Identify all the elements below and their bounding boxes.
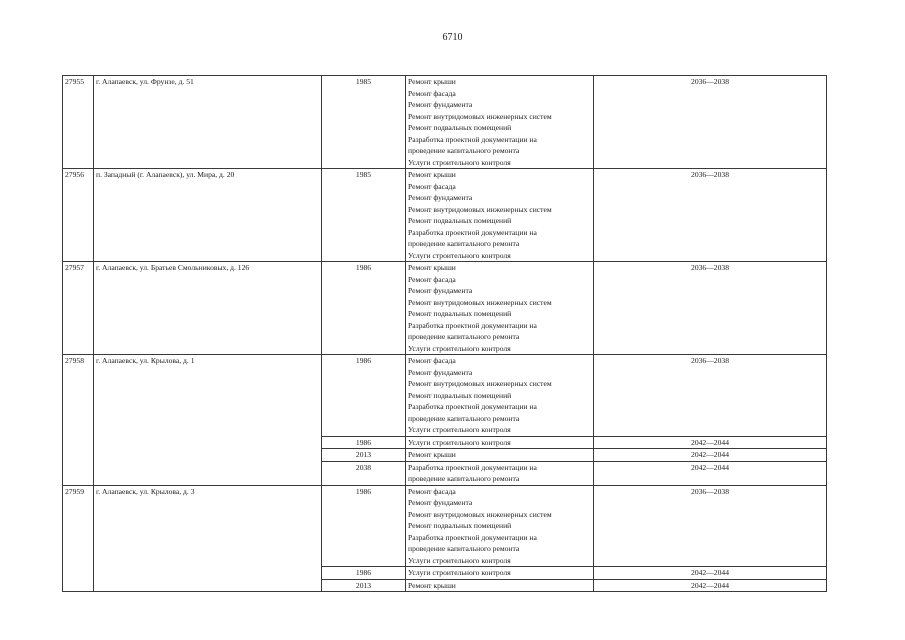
year-cell: 2013: [322, 579, 406, 592]
work-item: Ремонт крыши: [408, 77, 456, 86]
work-item: Ремонт крыши: [408, 450, 456, 459]
work-item: проведение капитального ремонта: [408, 332, 520, 341]
year-cell: 1985: [322, 169, 406, 262]
work-item: Разработка проектной документации на: [408, 462, 537, 472]
table-body: [63, 76, 827, 592]
period-cell: 2042—2044: [594, 449, 827, 462]
work-item: Ремонт крыши: [408, 580, 456, 590]
works-cell: [406, 169, 594, 262]
work-item: Ремонт фасада: [408, 486, 456, 496]
year-cell: 1985: [322, 76, 406, 169]
works-cell: [406, 485, 594, 567]
works-cell: [406, 579, 594, 592]
work-item: проведение капитального ремонта: [408, 474, 520, 483]
year-cell: 1986: [322, 262, 406, 355]
work-item: Ремонт внутридомовых инженерных систем: [408, 297, 552, 307]
table-row: [63, 262, 827, 355]
work-item: Ремонт фундамента: [408, 367, 473, 377]
work-item: Разработка проектной документации на: [408, 532, 537, 542]
building-address: г. Алапаевск, ул. Фрунзе, д. 51: [94, 76, 322, 169]
work-item: Ремонт фасада: [408, 181, 456, 191]
work-item: проведение капитального ремонта: [408, 544, 520, 553]
record-number: 27958: [63, 355, 94, 486]
table-row: [63, 485, 827, 567]
page-number: 6710: [442, 32, 463, 43]
record-number: 27959: [63, 485, 94, 592]
period-cell: 2036—2038: [594, 262, 827, 355]
work-item: Ремонт внутридомовых инженерных систем: [408, 204, 552, 214]
works-cell: [406, 461, 594, 485]
works-cell: [406, 449, 594, 462]
work-item: Разработка проектной документации на: [408, 134, 537, 144]
work-item: Ремонт внутридомовых инженерных систем: [408, 509, 552, 519]
work-item: Ремонт фундамента: [408, 193, 473, 202]
work-item: Ремонт крыши: [408, 263, 456, 272]
work-item: Ремонт подвальных помещений: [408, 123, 512, 132]
work-item: Ремонт фундамента: [408, 498, 473, 507]
year-cell: 1986: [322, 355, 406, 437]
work-item: Услуги строительного контроля: [408, 343, 511, 353]
work-item: проведение капитального ремонта: [408, 146, 520, 155]
work-item: Ремонт фасада: [408, 356, 456, 365]
work-item: Ремонт подвальных помещений: [408, 521, 512, 530]
work-item: Ремонт подвальных помещений: [408, 390, 512, 400]
year-cell: 1986: [322, 436, 406, 449]
works-cell: [406, 355, 594, 437]
work-item: проведение капитального ремонта: [408, 413, 520, 423]
work-item: Ремонт подвальных помещений: [408, 216, 512, 225]
building-address: г. Алапаевск, ул. Крылова, д. 3: [94, 485, 322, 592]
building-address: г. Алапаевск, ул. Братьев Смольниковых, д. 126: [94, 262, 322, 355]
work-item: Разработка проектной документации на: [408, 227, 537, 237]
works-cell: [406, 76, 594, 169]
works-cell: [406, 436, 594, 449]
work-item: Услуги строительного контроля: [408, 437, 511, 447]
work-item: Ремонт фундамента: [408, 100, 473, 109]
work-item: Услуги строительного контроля: [408, 555, 511, 565]
work-item: Ремонт фасада: [408, 88, 456, 98]
capital-repair-table: [62, 75, 827, 592]
period-cell: 2042—2044: [594, 436, 827, 449]
work-item: Разработка проектной документации на: [408, 402, 537, 411]
period-cell: 2042—2044: [594, 461, 827, 485]
work-item: проведение капитального ремонта: [408, 239, 520, 248]
work-item: Услуги строительного контроля: [408, 425, 511, 434]
building-address: г. Алапаевск, ул. Крылова, д. 1: [94, 355, 322, 486]
work-item: Услуги строительного контроля: [408, 157, 511, 167]
record-number: 27955: [63, 76, 94, 169]
period-cell: 2036—2038: [594, 169, 827, 262]
year-cell: 2013: [322, 449, 406, 462]
work-item: Ремонт внутридомовых инженерных систем: [408, 379, 552, 388]
work-item: Ремонт крыши: [408, 170, 456, 179]
year-cell: 1986: [322, 485, 406, 567]
period-cell: 2042—2044: [594, 579, 827, 592]
table-row: [63, 355, 827, 437]
period-cell: 2036—2038: [594, 355, 827, 437]
work-item: Ремонт подвальных помещений: [408, 309, 512, 318]
work-item: Услуги строительного контроля: [408, 568, 511, 577]
works-cell: [406, 262, 594, 355]
year-cell: 1986: [322, 567, 406, 580]
work-item: Ремонт внутридомовых инженерных систем: [408, 111, 552, 121]
table-row: [63, 169, 827, 262]
period-cell: 2036—2038: [594, 76, 827, 169]
table-row: [63, 76, 827, 169]
record-number: 27957: [63, 262, 94, 355]
record-number: 27956: [63, 169, 94, 262]
year-cell: 2038: [322, 461, 406, 485]
building-address: п. Западный (г. Алапаевск), ул. Мира, д. 20: [94, 169, 322, 262]
period-cell: 2036—2038: [594, 485, 827, 567]
works-cell: [406, 567, 594, 580]
work-item: Разработка проектной документации на: [408, 320, 537, 330]
work-item: Услуги строительного контроля: [408, 250, 511, 260]
work-item: Ремонт фундамента: [408, 286, 473, 295]
work-item: Ремонт фасада: [408, 274, 456, 284]
period-cell: 2042—2044: [594, 567, 827, 580]
